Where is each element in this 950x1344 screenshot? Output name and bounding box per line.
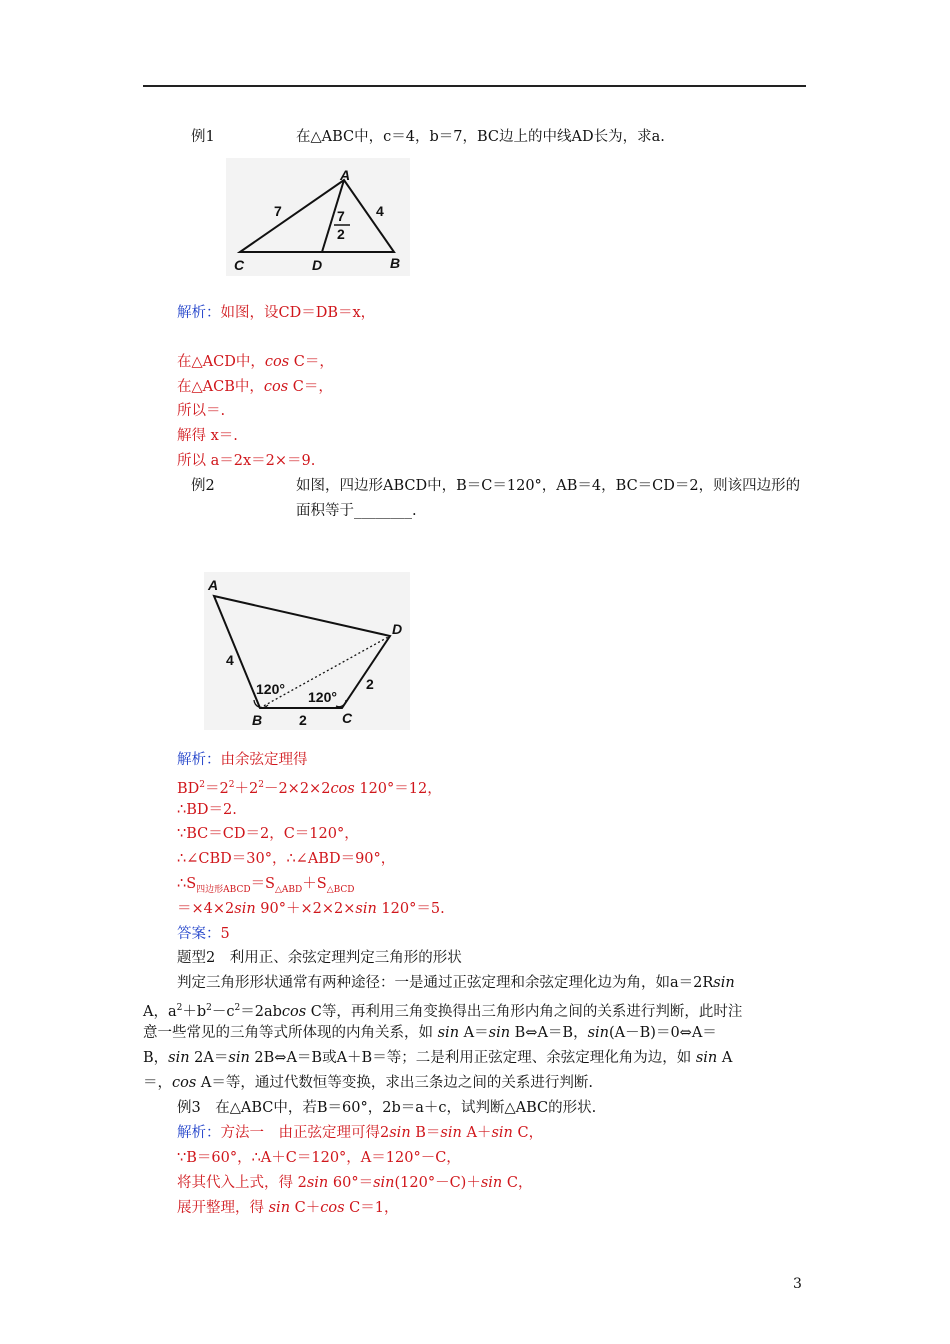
header-rule xyxy=(143,85,806,87)
solution-1-line-1: 解析：如图，设CD＝DB＝x， xyxy=(177,305,376,321)
angle-c-label: 120° xyxy=(308,689,337,705)
side-cd-label: 2 xyxy=(366,676,374,692)
side-ab-label: 4 xyxy=(376,203,384,219)
vertex-a-label: A xyxy=(208,577,219,593)
topic-2-para-line-3: 意一些常见的三角等式所体现的内角关系，如 sin A＝sin B⇔A＝B，sin(A－B)＝0⇔A＝ xyxy=(143,1025,717,1041)
solution-lead: 解析： xyxy=(177,305,221,321)
angle-b-label: 120° xyxy=(256,681,285,697)
example-1-label: 例1 xyxy=(191,129,215,145)
example-2-text-1: 如图，四边形ABCD中，B＝C＝120°，AB＝4，BC＝CD＝2，则该四边形的 xyxy=(296,478,801,494)
vertex-b-label: B xyxy=(390,255,401,271)
solution-1-line-2: 在△ACD中，cos C＝， xyxy=(177,354,334,370)
answer-line: 答案：5 xyxy=(177,926,230,942)
solution-2-line-1: 解析：由余弦定理得 xyxy=(177,752,308,768)
solution-3-line-1: 解析：方法一 由正弦定理可得2sin B＝sin A＋sin C， xyxy=(177,1125,544,1141)
solution-2-line-2: $BD^2=2^2+2^2-2\times 2\times 2\cos$ 120°＝12， xyxy=(177,780,442,797)
side-bc-label: 2 xyxy=(299,712,307,728)
solution-1-line-3: 在△ACB中，cos C＝， xyxy=(177,379,333,395)
solution-3-line-3: 将其代入上式，得 2sin 60°＝sin(120°－C)＋sin C， xyxy=(177,1175,533,1191)
vertex-c-label: C xyxy=(342,710,353,726)
solution-1-line-4: 所以＝. xyxy=(177,403,226,419)
example-1-text: 在△ABC中，c＝4，b＝7，BC边上的中线AD长为，求a. xyxy=(296,129,665,145)
median-denominator: 2 xyxy=(337,226,345,242)
topic-2-para-line-2: A，$a^2+b^2-c^2=2abcos$ C等，再利用三角变换得出三角形内角之间的关系进行判断，此时注 xyxy=(143,1003,743,1020)
side-ac-label: 7 xyxy=(274,203,282,219)
topic-2-title: 题型2 利用正、余弦定理判定三角形的形状 xyxy=(177,950,462,966)
solution-2-line-7: ＝×4×2sin 90°＋×2×2×sin 120°＝5. xyxy=(177,901,445,917)
topic-2-para-line-1: 判定三角形形状通常有两种途径：一是通过正弦定理和余弦定理化边为角，如a＝2Rsin xyxy=(177,975,735,991)
vertex-d-label: D xyxy=(312,257,323,273)
solution-1-line-6: 所以 a＝2x＝2×＝9. xyxy=(177,453,316,469)
solution-2-line-6: $\therefore S_{四边形ABCD}=S_{\triangle ABD}+S_{\triangle BCD}$ xyxy=(177,876,355,895)
example-2-text-2: 面积等于________. xyxy=(296,503,417,519)
solution-2-line-3: ∴BD＝2. xyxy=(177,802,237,818)
vertex-c-label: C xyxy=(234,257,245,273)
solution-3-line-2: ∵B＝60°，∴A＋C＝120°，A＝120°－C， xyxy=(177,1150,461,1166)
median-numerator: 7 xyxy=(337,208,345,224)
page-number: 3 xyxy=(793,1276,802,1292)
example-3-text: 例3 在△ABC中，若B＝60°，2b＝a＋c，试判断△ABC的形状. xyxy=(177,1100,597,1116)
quadrilateral-abcd-figure xyxy=(204,572,410,730)
side-ab-label: 4 xyxy=(226,652,234,668)
topic-2-para-line-5: ＝，cos A＝等，通过代数恒等变换，求出三条边之间的关系进行判断. xyxy=(143,1075,593,1091)
topic-2-para-line-4: B，sin 2A＝sin 2B⇔A＝B或A＋B＝等；二是利用正弦定理、余弦定理化角为边，如 sin A xyxy=(143,1050,733,1066)
vertex-b-label: B xyxy=(252,712,263,728)
solution-1-line-5: 解得 x＝. xyxy=(177,428,238,444)
vertex-d-label: D xyxy=(392,621,403,637)
solution-3-line-4: 展开整理，得 sin C＋cos C＝1， xyxy=(177,1200,399,1216)
triangle-abc-figure xyxy=(226,158,410,276)
solution-2-line-4: ∵BC＝CD＝2，C＝120°， xyxy=(177,826,359,842)
vertex-a-label: A xyxy=(340,167,351,183)
solution-2-line-5: ∴∠CBD＝30°，∴∠ABD＝90°， xyxy=(177,851,396,867)
example-2-label: 例2 xyxy=(191,478,215,494)
